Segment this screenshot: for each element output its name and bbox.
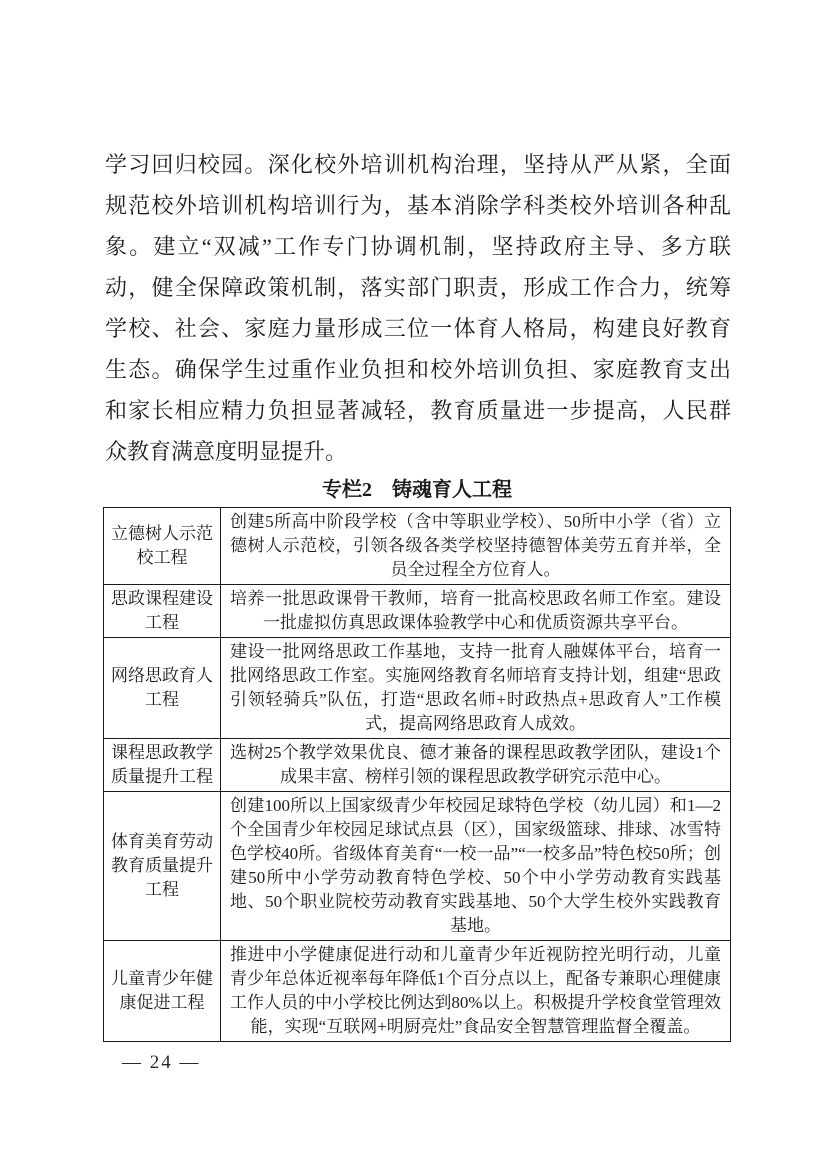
project-description-cell: 创建5所高中阶段学校（含中等职业学校）、50所中小学（省）立德树人示范校，引领各级各类学校坚持德智体美劳五育并举，全员全过程全方位育人。: [221, 508, 731, 585]
table-row: [104, 941, 731, 1042]
projects-table: [103, 507, 731, 1042]
project-description-cell: 建设一批网络思政工作基地，支持一批育人融媒体平台，培育一批网络思政工作室。实施网络教育名师培育支持计划，组建“思政引领轻骑兵”队伍，打造“思政名师+时政热点+思政育人”工作模式，提高网络思政育人成效。: [221, 638, 731, 739]
body-text-line: 众教育满意度明显提升。: [105, 439, 348, 464]
table-row: [104, 792, 731, 941]
table-title: 专栏2 铸魂育人工程: [322, 479, 512, 501]
project-name-cell: 体育美育劳动教育质量提升工程: [104, 792, 221, 941]
body-paragraph: [105, 144, 731, 472]
body-text-line: 学习回归校园。深化校外培训机构治理，坚持从严从紧，全面: [105, 152, 731, 177]
body-text-line: 学校、社会、家庭力量形成三位一体育人格局，构建良好教育: [105, 316, 731, 341]
project-name-cell: 思政课程建设工程: [104, 585, 221, 638]
table-row: [104, 739, 731, 792]
body-text-line: 象。建立“双减”工作专门协调机制，坚持政府主导、多方联: [105, 234, 731, 259]
project-description-cell: 推进中小学健康促进行动和儿童青少年近视防控光明行动，儿童青少年总体近视率每年降低1个百分点以上，配备专兼职心理健康工作人员的中小学校比例达到80%以上。积极提升学校食堂管理效能，实现“互联网+明厨亮灶”食品安全智慧管理监督全覆盖。: [221, 941, 731, 1042]
project-description-cell: 创建100所以上国家级青少年校园足球特色学校（幼儿园）和1—2个全国青少年校园足球试点县（区），国家级篮球、排球、冰雪特色学校40所。省级体育美育“一校一品”“一校多品”特色校50所；创建50所中小学劳动教育特色学校、50个中小学劳动教育实践基地、50个职业院校劳动教育实践基地、50个大学生校外实践教育基地。: [221, 792, 731, 941]
table-row: [104, 585, 731, 638]
body-text-line: 规范校外培训机构培训行为，基本消除学科类校外培训各种乱: [105, 193, 731, 218]
page-number: — 24 —: [122, 1052, 201, 1073]
project-description-cell: 培养一批思政课骨干教师，培育一批高校思政名师工作室。建设一批虚拟仿真思政课体验教学中心和优质资源共享平台。: [221, 585, 731, 638]
project-name-cell: 网络思政育人工程: [104, 638, 221, 739]
body-text-line: 动，健全保障政策机制，落实部门职责，形成工作合力，统筹: [105, 275, 731, 300]
body-text-line: 和家长相应精力负担显著减轻，教育质量进一步提高，人民群: [105, 398, 731, 423]
body-text-line: 生态。确保学生过重作业负担和校外培训负担、家庭教育支出: [105, 357, 731, 382]
project-description-cell: 选树25个教学效果优良、德才兼备的课程思政教学团队，建设1个成果丰富、榜样引领的课程思政教学研究示范中心。: [221, 739, 731, 792]
project-name-cell: 儿童青少年健康促进工程: [104, 941, 221, 1042]
project-name-cell: 立德树人示范校工程: [104, 508, 221, 585]
table-row: [104, 638, 731, 739]
project-name-cell: 课程思政教学质量提升工程: [104, 739, 221, 792]
table-row: [104, 508, 731, 585]
